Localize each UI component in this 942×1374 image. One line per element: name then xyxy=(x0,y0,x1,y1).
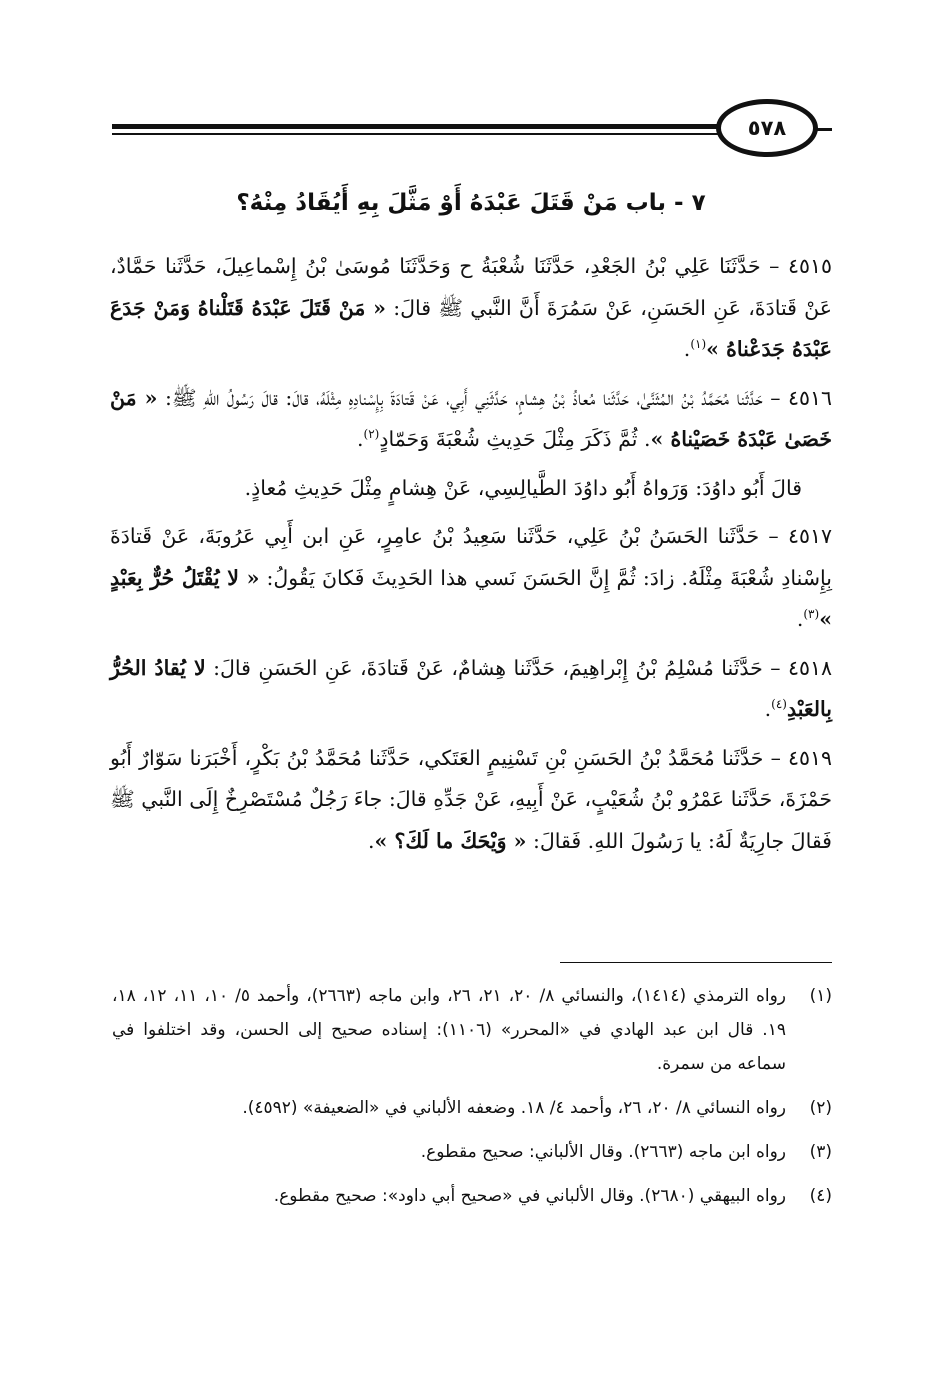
footnotes xyxy=(112,979,832,1223)
footnote-text: رواه ابن ماجه (٢٦٦٣). وقال الألباني: صحيح مقطوع. xyxy=(420,1142,786,1162)
page-number-badge xyxy=(716,99,818,157)
footnote-text: رواه البيهقي (٢٦٨٠). وقال الألباني في «صحيح أبي داود»: صحيح مقطوع. xyxy=(273,1186,786,1206)
hadith-quote: « وَيْحَكَ ما لَكَ؟ » xyxy=(374,828,527,853)
hadith-quote: « لا يُقْتَلُ حُرٌّ بِعَبْدٍ » xyxy=(110,565,832,631)
footnote-3 xyxy=(112,1135,832,1169)
header-rule-thin xyxy=(112,133,722,135)
hadith-quote: « مَنْ قَتَلَ عَبْدَهُ قَتَلْناهُ وَمَنْ جَدَعَ عَبْدَهُ جَدَعْناهُ » xyxy=(110,295,832,361)
footnote-ref: (٤) xyxy=(771,697,787,712)
hadith-number: ٤٥١٥ xyxy=(787,254,832,278)
hadith-4515: ٤٥١٥ – حَدَّثَنَا عَلِي بْنُ الجَعْدِ، حَدَّثَنَا شُعْبَةُ ح وَحَدَّثَنَا مُوسَىٰ بْنُ إِسْماعِيلَ، حَدَّثَنا حَمَّادٌ، عَنْ قَتادَةَ، عَنِ الحَسَنِ، عَنْ سَمُرَةَ أَنَّ النَّبي ﷺ قالَ: « مَنْ قَتَلَ عَبْدَهُ قَتَلْناهُ وَمَنْ جَدَعَ عَبْدَهُ جَدَعْناهُ »$^{(١)}$. xyxy=(110,254,832,361)
footnote-4 xyxy=(112,1179,832,1213)
footnote-ref: (١) xyxy=(690,337,707,352)
hadith-text: حَدَّثَنا مُسْلِمُ بْنُ إِبْراهِيمَ، حَدَّثَنا هِشامٌ، عَنْ قَتادَةَ، عَنِ الحَسَنِ قالَ: xyxy=(213,655,763,680)
hadith-4518: ٤٥١٨ – حَدَّثَنا مُسْلِمُ بْنُ إِبْراهِيمَ، حَدَّثَنا هِشامٌ، عَنْ قَتادَةَ، عَنِ الحَسَنِ قالَ: لا يُقادُ الحُرُّ بِالعَبْدِ$^{(٤)}$. xyxy=(110,655,832,721)
footnote-text: رواه النسائي ٨/ ٢٠، ٢٦، وأحمد ٤/ ١٨. وضعفه الألباني في «الضعيفة» (٤٥٩٢). xyxy=(242,1098,786,1118)
hadith-4517: ٤٥١٧ – حَدَّثَنا الحَسَنُ بْنُ عَلِي، حَدَّثَنا سَعِيدُ بْنُ عامِرٍ، عَنِ ابن أَبِي عَرُوبَةَ، عَنْ قَتادَةَ بِإِسْنادِ شُعْبَةَ مِثْلَهُ. زادَ: ثُمَّ إِنَّ الحَسَنَ نَسي هذا الحَدِيثَ فَكانَ يَقُولُ: « لا يُقْتَلُ حُرٌّ بِعَبْدٍ »$^{(٣)}$. xyxy=(110,524,832,631)
footnote-ref: (٣) xyxy=(803,607,820,622)
hadith-quote: لا يُقادُ الحُرُّ بِالعَبْدِ xyxy=(110,655,832,721)
footnote-separator xyxy=(560,962,832,963)
hadith-text: حَدَّثَنَا عَلِي بْنُ الجَعْدِ، حَدَّثَنَا شُعْبَةُ ح وَحَدَّثَنَا مُوسَىٰ بْنُ إِسْماعِيلَ، حَدَّثَنا حَمَّادٌ، عَنْ قَتادَةَ، عَنِ الحَسَنِ، عَنْ سَمُرَةَ أَنَّ النَّبي ﷺ قالَ: xyxy=(110,254,832,320)
chapter-title: باب مَنْ قَتَلَ عَبْدَهُ أَوْ مَثَّلَ بِهِ أَيُقَادُ مِنْهُ؟ xyxy=(236,190,667,216)
hadith-number: ٤٥١٩ xyxy=(787,745,832,770)
hadith-4516: ٤٥١٦ – حَدَّثَنا مُحَمَّدُ بْنُ المُثَنَّىٰ، حَدَّثَنا مُعاذُ بْنُ هِشامٍ، حَدَّثَنِي أَبِي، عَنْ قَتادَةَ بِإِسْنادِهِ مِثْلَهُ، قالَ: قالَ رَسُولُ اللهِ ﷺ: « مَنْ خَصَىٰ عَبْدَهُ خَصَيْناهُ ». ثُمَّ ذَكَرَ مِثْلَ حَدِيثِ شُعْبَةَ وَحَمّادٍ$^{(٢)}$. xyxy=(110,385,832,451)
main-text xyxy=(110,246,832,869)
sentence-end: . xyxy=(683,337,691,361)
note-text: قالَ أَبُو داوُدَ: وَرَواهُ أَبُو داوُدَ الطَّيالِسِي، عَنْ هِشامٍ مِثْلَ حَدِيثِ مُعاذٍ. xyxy=(244,475,802,500)
footnote-number: (٣) xyxy=(809,1142,832,1162)
hadith-quote: « مَنْ خَصَىٰ عَبْدَهُ خَصَيْناهُ » xyxy=(110,385,832,451)
hadith-4519: ٤٥١٩ – حَدَّثَنا مُحَمَّدُ بْنُ الحَسَنِ بْنِ تَسْنِيمٍ العَتَكي، حَدَّثَنا مُحَمَّدُ بْنُ بَكْرٍ، أَخْبَرَنا سَوّارٌ أَبُو حَمْزَةَ، حَدَّثَنا عَمْرُو بْنُ شُعَيْبٍ، عَنْ أَبِيهِ، عَنْ جَدِّهِ قالَ: جاءَ رَجُلٌ مُسْتَصْرِخٌ إِلَى النَّبي ﷺ فَقالَ جارِيَةٌ لَهُ: يا رَسُولَ اللهِ. فَقالَ: « وَيْحَكَ ما لَكَ؟ ». xyxy=(110,745,832,853)
chapter-heading xyxy=(112,181,830,225)
chapter-number: ٧ xyxy=(691,190,706,216)
footnote-2 xyxy=(112,1091,832,1125)
footnote-number: (١) xyxy=(809,986,832,1006)
footnote-1 xyxy=(112,979,832,1081)
footnote-text: رواه الترمذي (١٤١٤)، والنسائي ٨/ ٢٠، ٢١، ٢٦، وابن ماجه (٢٦٦٣)، وأحمد ٥/ ١٠، ١١، ١٢، ١٨، ١٩. قال ابن عبد الهادي في «المحرر» (١١٠٦): إسناده صحيح إلى الحسن، وقد اختلفوا في سماعه من سمرة. xyxy=(112,986,787,1074)
hadith-text: حَدَّثَنا مُحَمَّدُ بْنُ الحَسَنِ بْنِ تَسْنِيمٍ العَتَكي، حَدَّثَنا مُحَمَّدُ بْنُ بَكْرٍ، أَخْبَرَنا سَوّارٌ أَبُو حَمْزَةَ، حَدَّثَنا عَمْرُو بْنُ شُعَيْبٍ، عَنْ أَبِيهِ، عَنْ جَدِّهِ قالَ: جاءَ رَجُلٌ مُسْتَصْرِخٌ إِلَى النَّبي ﷺ فَقالَ جارِيَةٌ لَهُ: يا رَسُولَ اللهِ. فَقالَ: xyxy=(110,745,832,853)
footnote-number: (٤) xyxy=(809,1186,832,1206)
hadith-text: حَدَّثَنا مُحَمَّدُ بْنُ المُثَنَّىٰ، حَدَّثَنا مُعاذُ بْنُ هِشامٍ، حَدَّثَنِي أَبِي، عَنْ قَتادَةَ بِإِسْنادِهِ مِثْلَهُ، قالَ: قالَ رَسُولُ اللهِ ﷺ: xyxy=(164,385,763,410)
hadith-number: ٤٥١٨ xyxy=(787,655,832,680)
abu-dawud-note xyxy=(110,468,832,510)
chapter-separator: - xyxy=(674,190,684,216)
sentence-end: . xyxy=(796,607,804,631)
hadith-text-continued: . ثُمَّ ذَكَرَ مِثْلَ حَدِيثِ شُعْبَةَ وَحَمّادٍ xyxy=(379,427,651,451)
header-rule-thick xyxy=(112,124,722,129)
sentence-end: . xyxy=(764,697,772,721)
hadith-text: حَدَّثَنا الحَسَنُ بْنُ عَلِي، حَدَّثَنا سَعِيدُ بْنُ عامِرٍ، عَنِ ابن أَبِي عَرُوبَةَ، عَنْ قَتادَةَ بِإِسْنادِ شُعْبَةَ مِثْلَهُ. زادَ: ثُمَّ إِنَّ الحَسَنَ نَسي هذا الحَدِيثَ فَكانَ يَقُولُ: xyxy=(110,524,832,590)
footnote-number: (٢) xyxy=(809,1098,832,1118)
hadith-number: ٤٥١٦ xyxy=(787,385,832,410)
footnote-ref: (٢) xyxy=(363,427,380,442)
sentence-end: . xyxy=(356,427,364,451)
hadith-number: ٤٥١٧ xyxy=(787,524,832,548)
sentence-end: . xyxy=(367,828,375,853)
page-number: ٥٧٨ xyxy=(747,116,787,140)
